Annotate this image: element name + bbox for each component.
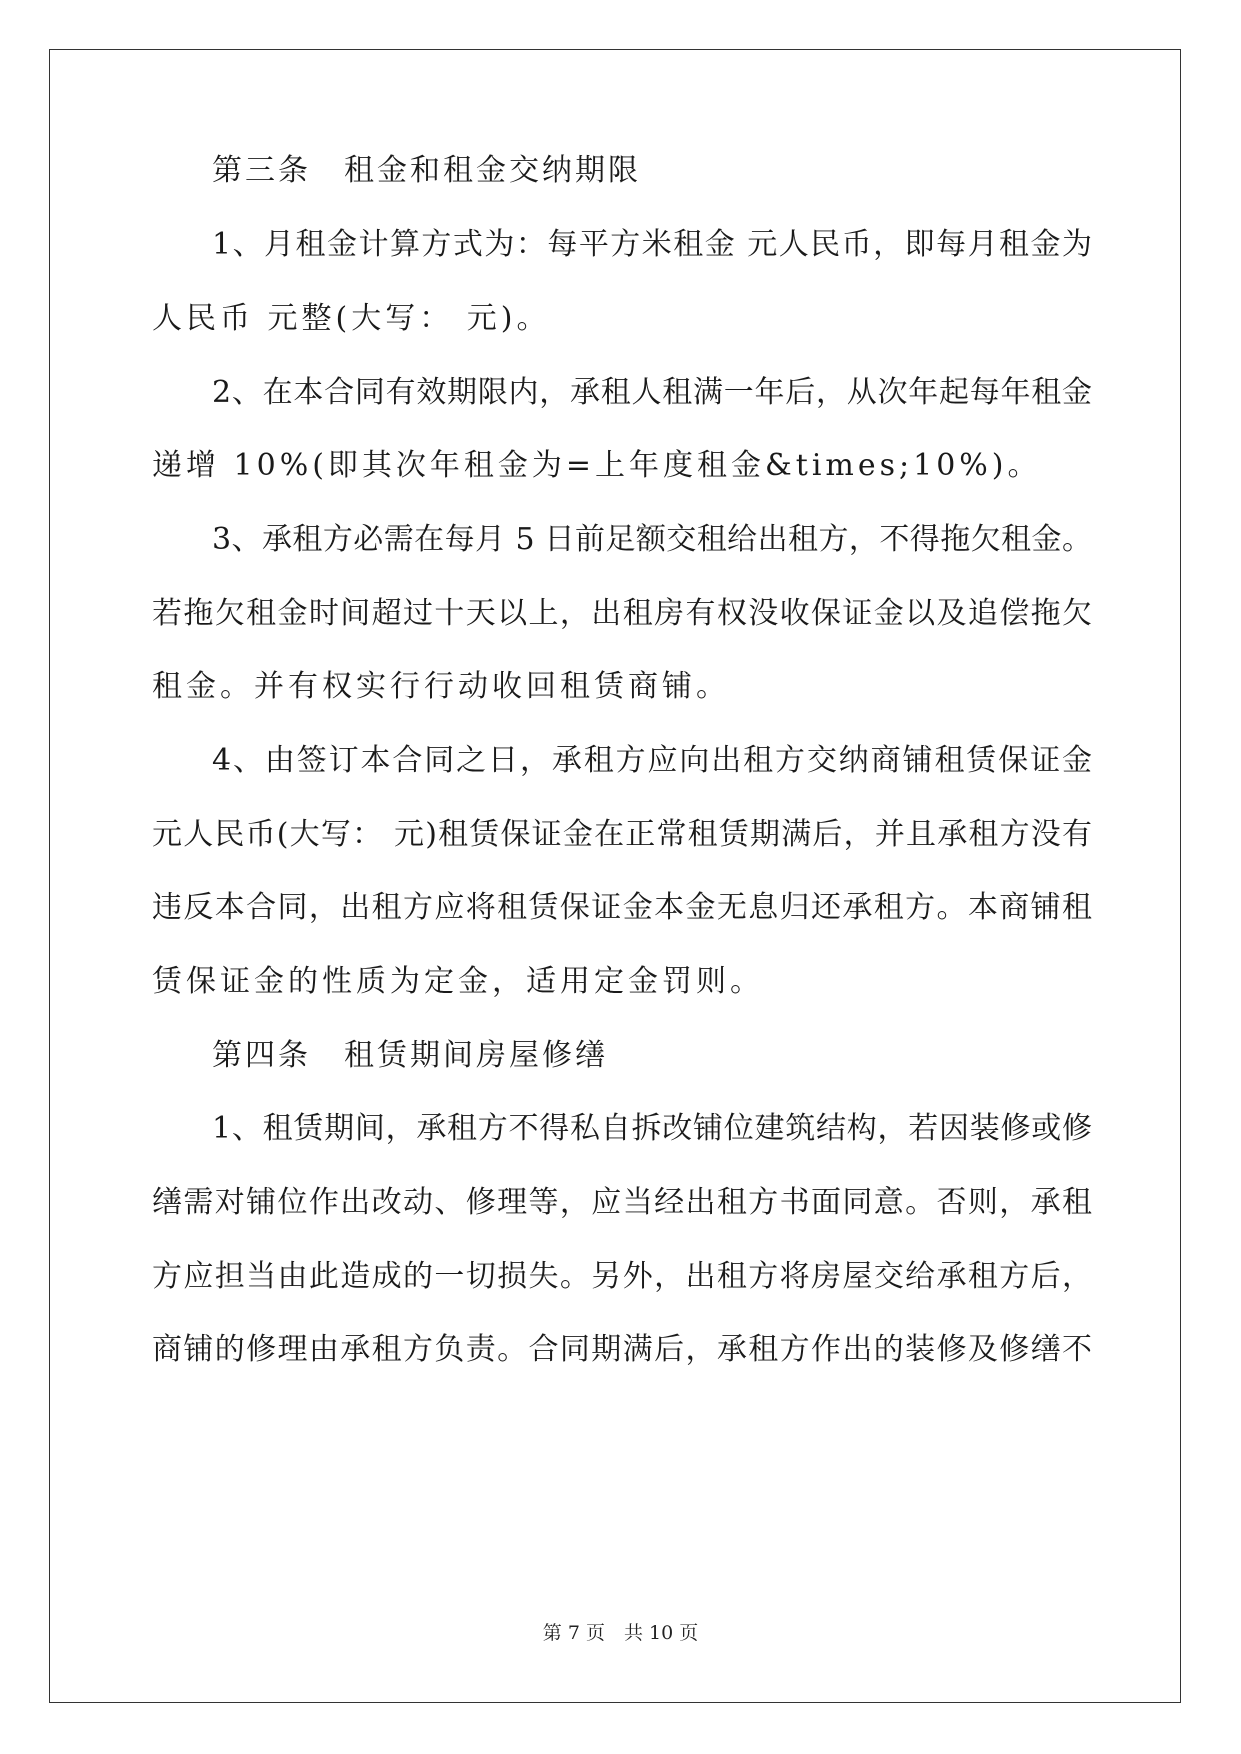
paragraph-line: 3、承租方必需在每月 5 日前足额交租给出租方，不得拖欠租金。 — [212, 522, 1092, 557]
paragraph-line: 租金。并有权实行行动收回租赁商铺。 — [152, 669, 730, 704]
paragraph-line: 元人民币(大写： 元)租赁保证金在正常租赁期满后，并且承租方没有 — [152, 817, 1092, 852]
paragraph-line: 缮需对铺位作出改动、修理等，应当经出租方书面同意。否则，承租 — [152, 1185, 1092, 1220]
page-number-label: 第 7 页 共 10 页 — [542, 1622, 699, 1644]
paragraph-line: 方应担当由此造成的一切损失。另外，出租方将房屋交给承租方后， — [152, 1259, 1092, 1294]
paragraph-line: 人民币 元整(大写： 元)。 — [152, 301, 551, 336]
paragraph-line: 赁保证金的性质为定金，适用定金罚则。 — [152, 964, 764, 999]
paragraph-line: 递增 10%(即其次年租金为=上年度租金&times;10%)。 — [152, 448, 1042, 483]
article-4-heading: 第四条 租赁期间房屋修缮 — [212, 1038, 608, 1073]
article-3-heading: 第三条 租金和租金交纳期限 — [212, 153, 641, 188]
page-border — [49, 49, 1181, 1703]
paragraph-line: 1、租赁期间，承租方不得私自拆改铺位建筑结构，若因装修或修 — [212, 1111, 1092, 1146]
paragraph-line: 违反本合同，出租方应将租赁保证金本金无息归还承租方。本商铺租 — [152, 890, 1092, 925]
paragraph-line: 若拖欠租金时间超过十天以上，出租房有权没收保证金以及追偿拖欠 — [152, 596, 1092, 631]
paragraph-line: 商铺的修理由承租方负责。合同期满后，承租方作出的装修及修缮不 — [152, 1332, 1092, 1367]
page-number-footer — [0, 1621, 1241, 1645]
paragraph-line: 4、由签订本合同之日，承租方应向出租方交纳商铺租赁保证金 — [212, 743, 1092, 778]
paragraph-line: 2、在本合同有效期限内，承租人租满一年后，从次年起每年租金 — [212, 375, 1092, 410]
paragraph-line: 1、月租金计算方式为：每平方米租金 元人民币，即每月租金为 — [212, 227, 1092, 262]
